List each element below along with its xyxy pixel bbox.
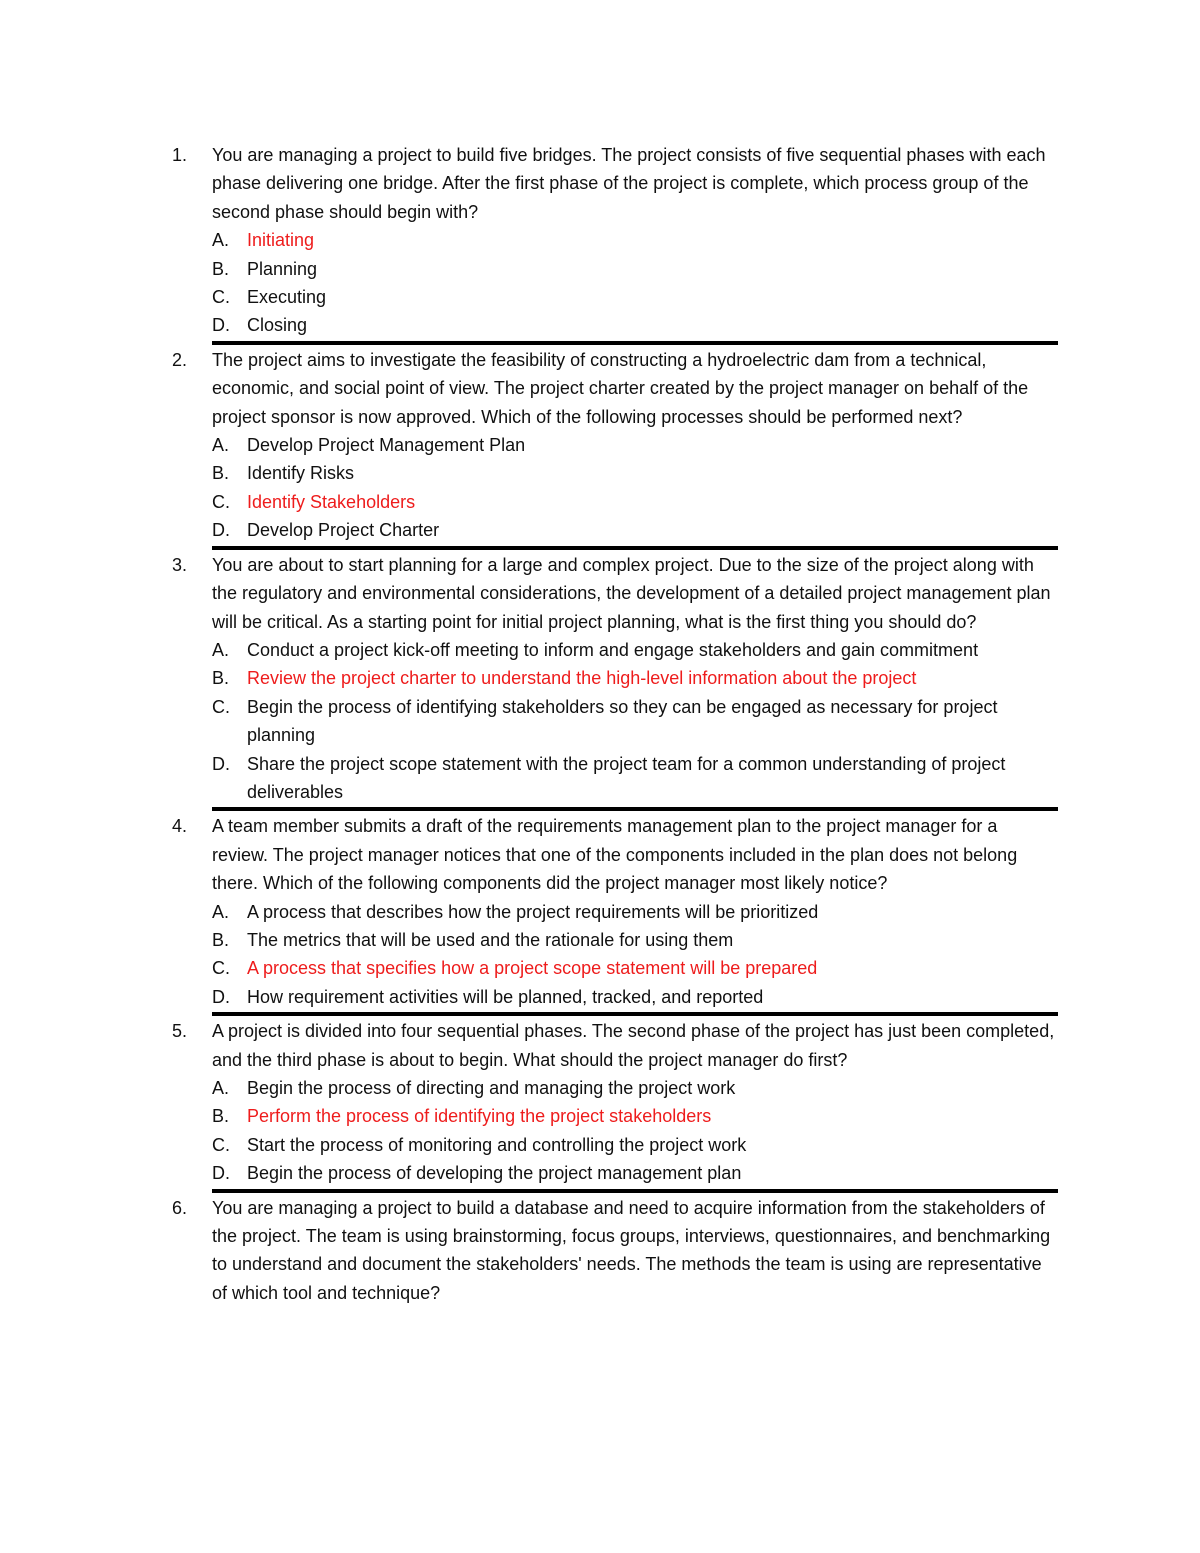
option-letter: B.: [212, 1106, 230, 1127]
question-number: 1.: [172, 145, 188, 165]
answer-option-correct: [212, 954, 1062, 982]
option-text: Begin the process of directing and managing the project work: [247, 1078, 736, 1098]
answer-option: [212, 898, 1062, 926]
question-stem: [172, 141, 1062, 226]
answer-option: [212, 983, 1062, 1011]
option-text: Perform the process of identifying the project stakeholders: [247, 1106, 712, 1127]
option-letter: C.: [212, 696, 230, 717]
option-letter: A.: [212, 639, 230, 660]
answer-option: [212, 926, 1062, 954]
answer-option: [212, 255, 1062, 283]
option-text: A process that describes how the project requirements will be prioritized: [247, 901, 819, 922]
question-text: You are managing a project to build five bridges. The project consists of five sequential phases with each phase delivering one bridge. After the first phase of the project is complete, which process group of the second phase should begin with?: [212, 145, 1046, 222]
question-1: [172, 141, 1062, 340]
option-text: Review the project charter to understand the high-level information about the project: [247, 668, 917, 689]
option-text: Develop Project Charter: [247, 520, 440, 541]
question-stem: [172, 551, 1062, 636]
answer-option: [212, 1131, 1062, 1159]
question-stem: [172, 1194, 1062, 1308]
question-3: [172, 551, 1062, 807]
option-letter: D.: [212, 315, 230, 336]
question-4: [172, 812, 1062, 1011]
option-letter: D.: [212, 753, 230, 774]
question-text: You are about to start planning for a large and complex project. Due to the size of the project along with the regulatory and environmental considerations, the development of a detailed project management plan will be critical. As a starting point for initial project planning, what is the first thing you should do?: [212, 554, 1051, 632]
question-divider: [212, 1189, 1058, 1193]
question-stem: [172, 1017, 1062, 1074]
question-divider: [212, 807, 1058, 811]
option-letter: C.: [212, 1134, 230, 1155]
question-number: 3.: [172, 554, 188, 575]
question-divider: [212, 546, 1058, 550]
answer-option: [212, 636, 1062, 664]
question-number: 4.: [172, 816, 188, 837]
answer-option: [212, 1159, 1062, 1187]
option-letter: D.: [212, 520, 230, 541]
option-text: Begin the process of identifying stakeholders so they can be engaged as necessary for project planning: [247, 696, 998, 746]
question-number: 5.: [172, 1021, 188, 1042]
answer-option-correct: [212, 664, 1062, 692]
question-2: [172, 346, 1062, 545]
option-text: Start the process of monitoring and controlling the project work: [247, 1134, 747, 1155]
option-text: The metrics that will be used and the rationale for using them: [247, 929, 734, 950]
answer-option: [212, 431, 1062, 459]
option-letter: B.: [212, 258, 230, 279]
option-letter: A.: [212, 230, 230, 251]
option-text: Develop Project Management Plan: [247, 435, 526, 456]
option-letter: C.: [212, 491, 230, 512]
option-letter: C.: [212, 958, 230, 979]
option-text: Identify Risks: [247, 463, 355, 484]
question-stem: [172, 812, 1062, 897]
answer-options: [212, 226, 1062, 340]
answer-option: [212, 750, 1062, 807]
option-letter: B.: [212, 463, 230, 484]
answer-options: [212, 898, 1062, 1012]
question-divider: [212, 1012, 1058, 1016]
option-text: Begin the process of developing the project management plan: [247, 1163, 742, 1184]
option-text: How requirement activities will be planned, tracked, and reported: [247, 986, 764, 1007]
answer-option: [212, 516, 1062, 544]
question-5: [172, 1017, 1062, 1187]
option-text: Initiating: [247, 230, 315, 251]
answer-option-correct: [212, 488, 1062, 516]
option-letter: A.: [212, 901, 230, 922]
option-letter: A.: [212, 1078, 230, 1098]
answer-option-correct: [212, 1102, 1062, 1130]
option-letter: B.: [212, 668, 230, 689]
answer-option-correct: [212, 226, 1062, 254]
question-text: A project is divided into four sequential phases. The second phase of the project has just been completed, and the third phase is about to begin. What should the project manager do first?: [212, 1021, 1055, 1070]
question-number: 6.: [172, 1197, 188, 1218]
option-text: Closing: [247, 315, 308, 336]
option-letter: D.: [212, 1163, 230, 1184]
answer-options: [212, 1074, 1062, 1188]
option-letter: B.: [212, 929, 230, 950]
question-stem: [172, 346, 1062, 431]
option-text: Executing: [247, 287, 327, 308]
answer-option: [212, 459, 1062, 487]
option-letter: D.: [212, 986, 230, 1007]
question-text: The project aims to investigate the feasibility of constructing a hydroelectric dam from a technical, economic, and social point of view. The project charter created by the project manager on behalf of the project sponsor is now approved. Which of the following processes should be performed next?: [212, 349, 1029, 427]
answer-option: [212, 1074, 1062, 1102]
answer-option: [212, 283, 1062, 311]
question-6: [172, 1194, 1062, 1308]
option-text: Share the project scope statement with the project team for a common understanding of project deliverables: [247, 753, 1006, 802]
option-text: Conduct a project kick-off meeting to inform and engage stakeholders and gain commitment: [247, 639, 979, 660]
question-number: 2.: [172, 349, 188, 370]
option-text: A process that specifies how a project scope statement will be prepared: [247, 958, 818, 979]
answer-option: [212, 693, 1062, 750]
answer-options: [212, 431, 1062, 545]
option-letter: C.: [212, 287, 230, 308]
option-text: Planning: [247, 258, 318, 279]
question-text: A team member submits a draft of the requirements management plan to the project manager for a review. The project manager notices that one of the components included in the plan does not belong there. Which of the following components did the project manager most likely notice?: [212, 816, 1018, 894]
answer-option: [212, 311, 1062, 339]
question-list: [172, 141, 1062, 1307]
answer-options: [212, 636, 1062, 806]
option-letter: A.: [212, 435, 230, 456]
question-text: You are managing a project to build a database and need to acquire information from the stakeholders of the project. The team is using brainstorming, focus groups, interviews, questionnaires, and benchmarking to understand and document the stakeholders' needs. The methods the team is using are representative of which tool and technique?: [212, 1197, 1051, 1303]
option-text: Identify Stakeholders: [247, 491, 416, 512]
question-divider: [212, 341, 1058, 345]
